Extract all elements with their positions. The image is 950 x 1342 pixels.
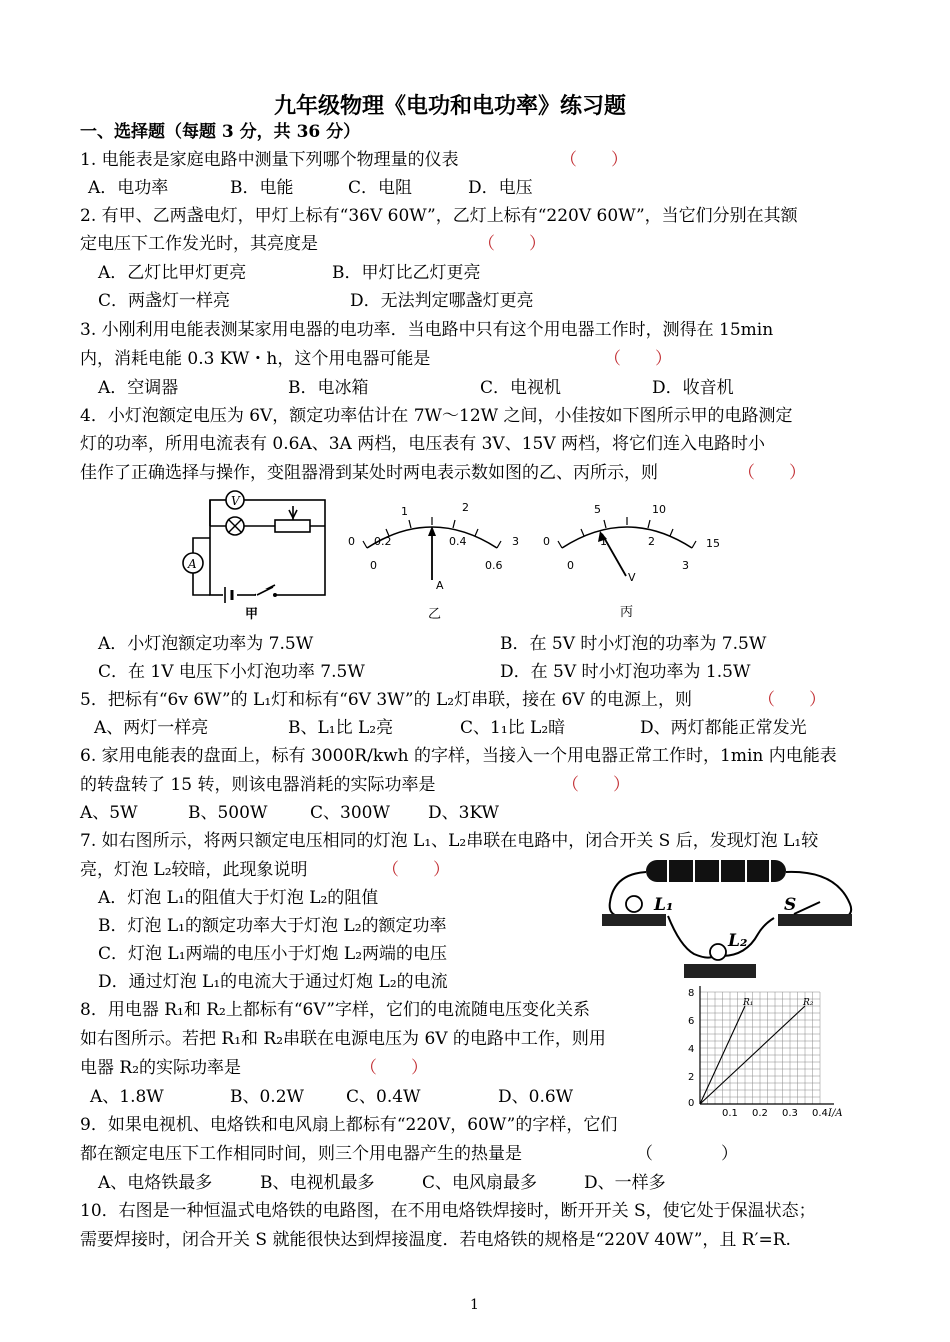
option: A、电烙铁最多 [98, 1173, 213, 1193]
question-10-stem: 10．右图是一种恒温式电烙铁的电路图，在不用电烙铁焊接时，断开开关 S，使它处于保温状态； [80, 1201, 816, 1221]
circuit-photo-lamps [598, 852, 870, 982]
chart-y-tick-label: 6 [688, 1016, 695, 1027]
option: D．收音机 [652, 378, 734, 398]
option: C、0.4W [346, 1087, 421, 1107]
voltmeter-top-tick: 0 [543, 535, 550, 548]
option: A、5W [80, 803, 138, 823]
voltmeter-top-tick: 1 [600, 535, 607, 548]
answer-bracket: （ ） [738, 463, 806, 483]
question-8-stem: 8．用电器 R₁和 R₂上都标有“6V”字样，它们的电流随电压变化关系 [80, 1000, 590, 1020]
option: D、3KW [428, 803, 500, 823]
option: B．电冰箱 [288, 378, 369, 398]
answer-bracket: （ ） [382, 860, 450, 880]
ammeter-bottom-tick: 0 [370, 559, 377, 572]
ammeter-top-tick: 1 [401, 505, 408, 518]
option: B、电视机最多 [260, 1173, 375, 1193]
question-8-stem-cont: 如右图所示。若把 R₁和 R₂串联在电源电压为 6V 的电路中工作，则用 [80, 1029, 606, 1049]
chart-x-tick-label: 0 [688, 1098, 695, 1109]
question-7-stem: 7. 如右图所示，将两只额定电压相同的灯泡 L₁、L₂串联在电路中，闭合开关 S 后，发现灯泡 L₁较 [80, 831, 819, 851]
circuit-diagram-jia [175, 488, 330, 618]
page-number: 1 [470, 1297, 479, 1313]
option: C．在 1V 电压下小灯泡功率 7.5W [98, 662, 365, 682]
option: C．灯泡 L₁两端的电压小于灯炮 L₂两端的电压 [98, 944, 448, 964]
answer-bracket: （ ） [360, 1058, 428, 1078]
chart-y-tick-label: 2 [688, 1072, 695, 1083]
ammeter-top-tick: 2 [462, 501, 469, 514]
voltmeter-top-tick: 2 [648, 535, 655, 548]
ammeter-top-tick: 3 [512, 535, 519, 548]
question-5-stem: 5．把标有“6v 6W”的 L₁灯和标有“6V 3W”的 L₂灯串联，接在 6V 的电源上，则 [80, 690, 693, 710]
option: A．电功率 [88, 178, 169, 198]
ammeter-dial [345, 498, 520, 588]
question-6-stem-cont: 的转盘转了 15 转，则该电器消耗的实际功率是 [80, 775, 436, 795]
figure-label-bing: 丙 [620, 605, 634, 620]
option: D、两灯都能正常发光 [640, 718, 807, 738]
voltmeter-top-tick: 15 [706, 537, 720, 550]
option: A、两灯一样亮 [94, 718, 209, 738]
chart-x-tick-label: 0.2 [752, 1108, 768, 1119]
option: C．两盏灯一样亮 [98, 291, 231, 311]
question-4-stem: 4．小灯泡额定电压为 6V，额定功率估计在 7W～12W 之间，小佳按如下图所示甲的电路测定 [80, 406, 793, 426]
answer-bracket: （ ） [560, 150, 628, 170]
question-4-stem-cont: 灯的功率，所用电流表有 0.6A、3A 两档，电压表有 3V、15V 两档，将它们连入电路时小 [80, 434, 766, 454]
question-3-stem-cont: 内，消耗电能 0.3 KW・h，这个用电器可能是 [80, 349, 431, 369]
voltmeter-symbol: V [231, 494, 240, 508]
option: D．在 5V 时小灯泡功率为 1.5W [500, 662, 751, 682]
lamp-l2-label: L₂ [728, 931, 748, 951]
option: B、L₁比 L₂亮 [288, 718, 394, 738]
option: C、300W [310, 803, 390, 823]
option: A．乙灯比甲灯更亮 [98, 263, 247, 283]
chart-x-axis-label: I/A [828, 1108, 843, 1119]
figure-label-jia: 甲 [245, 607, 259, 622]
question-6-stem: 6. 家用电能表的盘面上，标有 3000R/kwh 的字样，当接入一个用电器正常工作时，1min 内电能表 [80, 746, 837, 766]
option: D．电压 [468, 178, 533, 198]
ammeter-top-tick: 0.4 [449, 535, 467, 548]
option: D、0.6W [498, 1087, 574, 1107]
option: C、1₁比 L₂暗 [460, 718, 566, 738]
voltmeter-unit: V [628, 571, 636, 584]
option: C、电风扇最多 [422, 1173, 538, 1193]
voltmeter-bottom-tick: 3 [682, 559, 689, 572]
question-1-stem: 1. 电能表是家庭电路中测量下列哪个物理量的仪表 [80, 150, 459, 170]
answer-bracket: （ ） [758, 690, 826, 710]
chart-x-tick-label: 0.1 [722, 1108, 738, 1119]
voltmeter-top-tick: 5 [594, 503, 601, 516]
question-9-stem-cont: 都在额定电压下工作相同时间，则三个用电器产生的热量是 [80, 1144, 522, 1164]
chart-y-tick-label: 4 [688, 1044, 695, 1055]
chart-series-label: R₂ [803, 998, 814, 1008]
option: B、500W [188, 803, 268, 823]
switch-s-label: S [784, 895, 797, 915]
option: C．电阻 [348, 178, 413, 198]
option: B．电能 [230, 178, 294, 198]
section-heading: 一、选择题（每题 3 分，共 36 分） [80, 122, 361, 142]
question-10-stem-cont: 需要焊接时，闭合开关 S 就能很快达到焊接温度．若电烙铁的规格是“220V 40W”，且 R′=R. [80, 1230, 791, 1250]
question-4-stem-cont: 佳作了正确选择与操作，变阻器滑到某处时两电表示数如图的乙、丙所示，则 [80, 463, 658, 483]
option: D、一样多 [584, 1173, 666, 1193]
question-8-stem-cont: 电器 R₂的实际功率是 [80, 1058, 242, 1078]
question-2-stem-cont: 定电压下工作发光时，其亮度是 [80, 234, 318, 254]
answer-bracket: （ ） [562, 775, 630, 795]
chart-series-label: R₁ [743, 998, 754, 1008]
figure-label-yi: 乙 [428, 607, 442, 622]
ammeter-top-tick: 0 [348, 535, 355, 548]
question-7-stem-cont: 亮，灯泡 L₂较暗，此现象说明 [80, 860, 308, 880]
answer-bracket: （ ） [478, 234, 546, 254]
option: B、0.2W [230, 1087, 305, 1107]
lamp-l1-label: L₁ [654, 895, 674, 915]
answer-bracket: （ ） [604, 349, 672, 369]
chart-y-tick-label: 8 [688, 988, 695, 999]
question-3-stem: 3. 小刚利用电能表测某家用电器的电功率．当电路中只有这个用电器工作时，测得在 15min [80, 320, 774, 340]
page-title: 九年级物理《电功和电功率》练习题 [274, 93, 627, 119]
answer-bracket: （ ） [636, 1144, 738, 1164]
ammeter-unit: A [436, 579, 444, 592]
option: D．通过灯泡 L₁的电流大于通过灯炮 L₂的电流 [98, 972, 448, 992]
option: A、1.8W [90, 1087, 164, 1107]
option: B．灯泡 L₁的额定功率大于灯泡 L₂的额定功率 [98, 916, 447, 936]
option: A．空调器 [98, 378, 179, 398]
option: B．在 5V 时小灯泡的功率为 7.5W [500, 634, 767, 654]
voltmeter-bottom-tick: 0 [567, 559, 574, 572]
option: A．灯泡 L₁的阻值大于灯泡 L₂的阻值 [98, 888, 379, 908]
question-9-stem: 9．如果电视机、电烙铁和电风扇上都标有“220V，60W”的字样，它们 [80, 1115, 618, 1135]
ammeter-bottom-tick: 0.6 [485, 559, 503, 572]
chart-x-tick-label: 0.4 [812, 1108, 828, 1119]
chart-x-tick-label: 0.3 [782, 1108, 798, 1119]
ammeter-top-tick: 0.2 [374, 535, 392, 548]
current-voltage-chart [678, 984, 848, 1120]
voltmeter-top-tick: 10 [652, 503, 666, 516]
ammeter-symbol: A [188, 557, 197, 571]
option: B．甲灯比乙灯更亮 [332, 263, 481, 283]
option: C．电视机 [480, 378, 562, 398]
option: D．无法判定哪盏灯更亮 [350, 291, 534, 311]
question-2-stem: 2. 有甲、乙两盏电灯，甲灯上标有“36V 60W”，乙灯上标有“220V 60W”，当它们分别在其额 [80, 206, 798, 226]
option: A．小灯泡额定功率为 7.5W [98, 634, 314, 654]
